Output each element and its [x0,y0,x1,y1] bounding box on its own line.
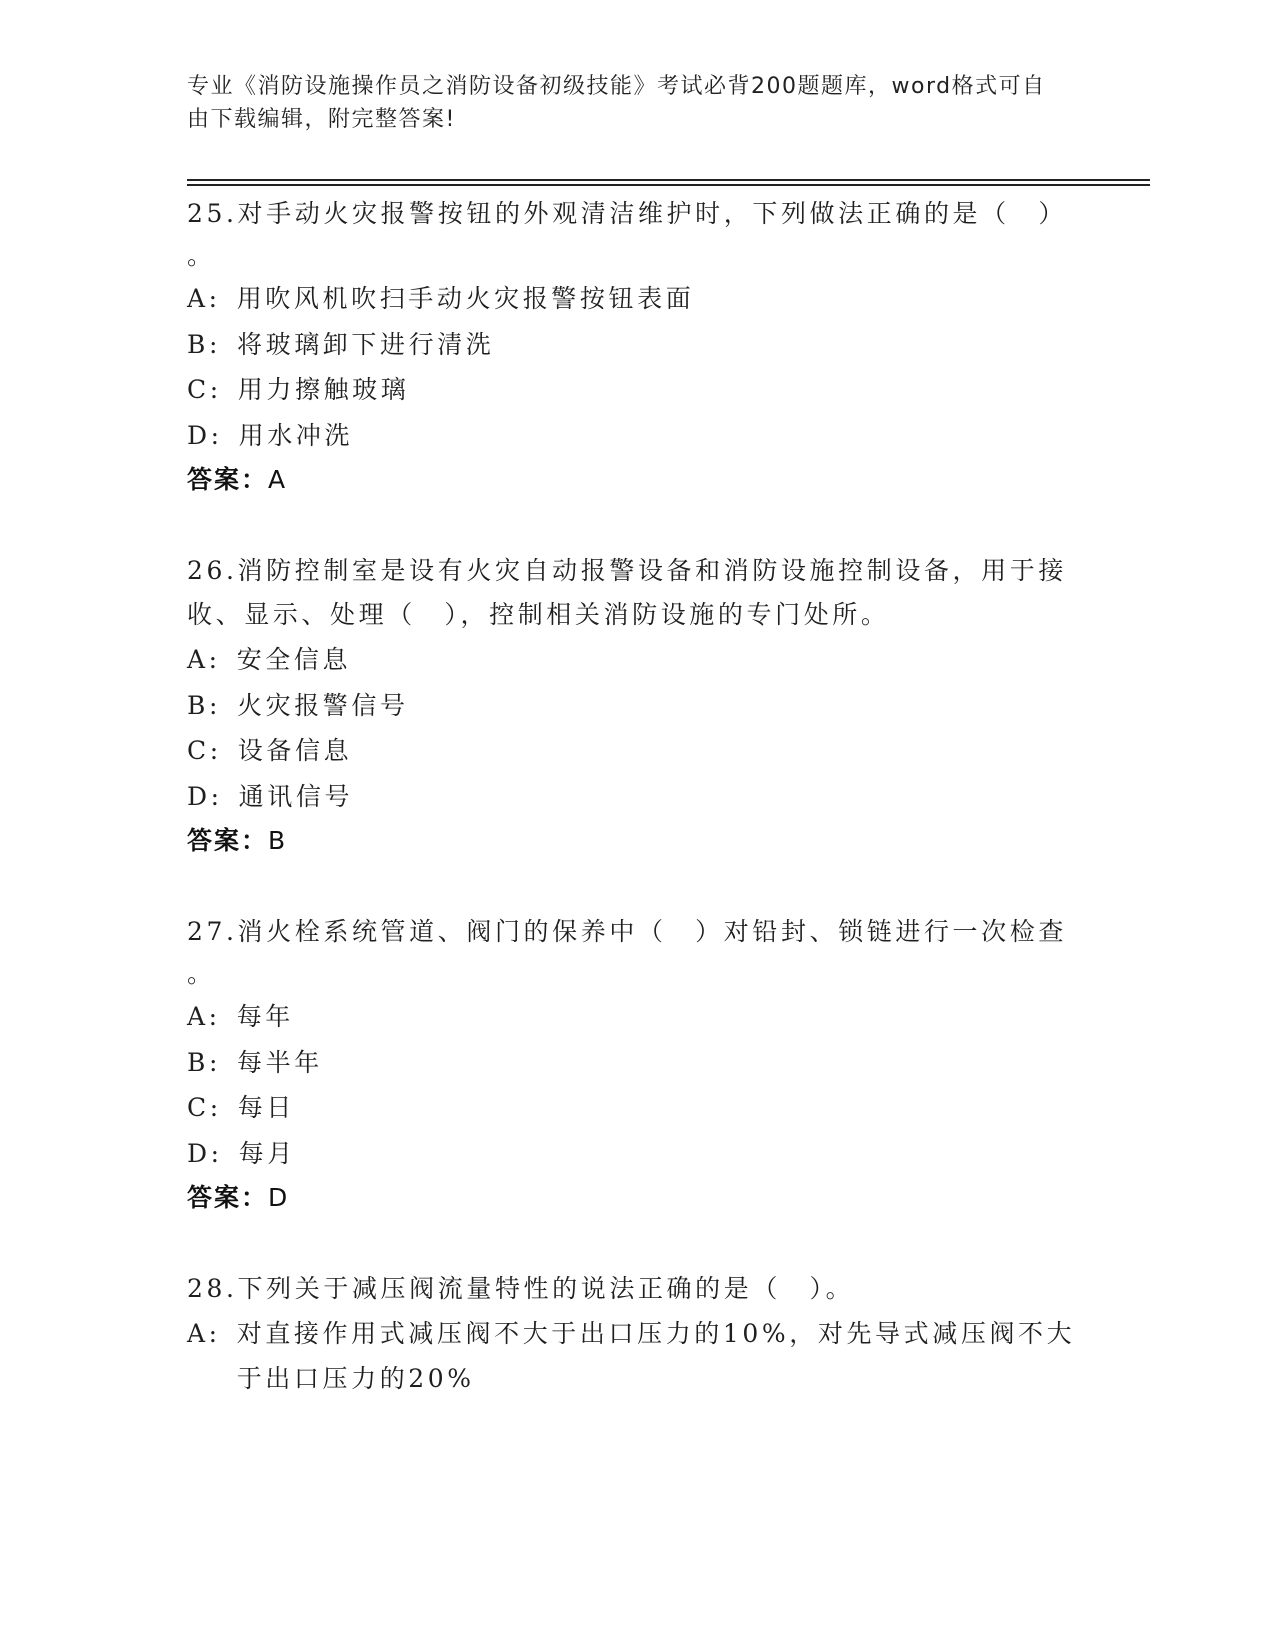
option-text: 用力擦触玻璃 [237,375,410,404]
option-c [187,728,1087,774]
option-key: C: [187,736,222,765]
option-key: A: [187,1319,221,1348]
option-key: A: [187,645,221,674]
option-text: 用吹风机吹扫手动火灾报警按钮表面 [236,284,695,313]
question-stem-tail: 。 [187,241,216,270]
option-text: 每年 [236,1002,294,1031]
option-key: B: [187,690,221,720]
question-27 [187,908,1087,1220]
option-b [187,683,1087,729]
option-b [187,1040,1087,1086]
answer-value: D [268,1183,290,1212]
option-text: 用水冲洗 [238,420,354,450]
question-stem: 28.下列关于减压阀流量特性的说法正确的是（ ）。 [187,1274,855,1303]
option-text: 对直接作用式减压阀不大于出口压力的10%，对先导式减压阀不大于出口压力的20% [236,1319,1076,1393]
option-a [187,1311,1087,1401]
question-stem: 25.对手动火灾报警按钮的外观清洁维护时，下列做法正确的是（ ） [187,199,1067,228]
option-text: 将玻璃卸下进行清洗 [237,329,495,359]
option-text: 通讯信号 [238,781,354,811]
header-divider-bottom [187,184,1150,186]
answer-line [187,819,1087,863]
question-25 [187,190,1087,502]
option-text: 火灾报警信号 [237,690,409,720]
option-d [187,1131,1087,1177]
option-key: D: [187,781,223,811]
question-list [187,190,1087,1446]
question-28 [187,1265,1087,1401]
option-a [187,994,1087,1040]
option-key: A: [187,284,221,313]
answer-line [187,1176,1087,1220]
option-key: C: [187,1093,222,1122]
answer-value: A [268,465,288,494]
option-a [187,276,1087,322]
question-stem: 26.消防控制室是设有火灾自动报警设备和消防设施控制设备，用于接收、显示、处理（ ），控制相关消防设施的专门处所。 [187,556,1067,629]
question-stem: 27.消火栓系统管道、阀门的保养中（ ）对铅封、锁链进行一次检查 [187,917,1067,946]
option-text: 每月 [238,1138,296,1168]
option-c [187,1085,1087,1131]
option-c [187,367,1087,413]
option-text: 安全信息 [236,645,352,674]
option-key: A: [187,1002,221,1031]
option-key: D: [187,420,223,450]
option-b [187,322,1087,368]
option-key: B: [187,329,221,359]
option-text: 每日 [237,1093,295,1122]
answer-label: 答案： [187,465,269,494]
option-d [187,413,1087,459]
answer-label: 答案： [187,826,269,855]
answer-value: B [268,826,288,855]
header-divider-top [187,179,1150,181]
option-d [187,774,1087,820]
answer-line [187,458,1087,502]
page-header: 专业《消防设施操作员之消防设备初级技能》考试必背200题题库，word格式可自由下载编辑，附完整答案! [187,74,1046,132]
option-key: D: [187,1138,223,1168]
option-text: 设备信息 [237,736,353,765]
option-key: C: [187,375,222,404]
answer-label: 答案： [187,1183,269,1212]
question-26 [187,547,1087,863]
option-key: B: [187,1047,221,1077]
option-a [187,637,1087,683]
question-stem-tail: 。 [187,959,216,988]
option-text: 每半年 [237,1047,323,1077]
